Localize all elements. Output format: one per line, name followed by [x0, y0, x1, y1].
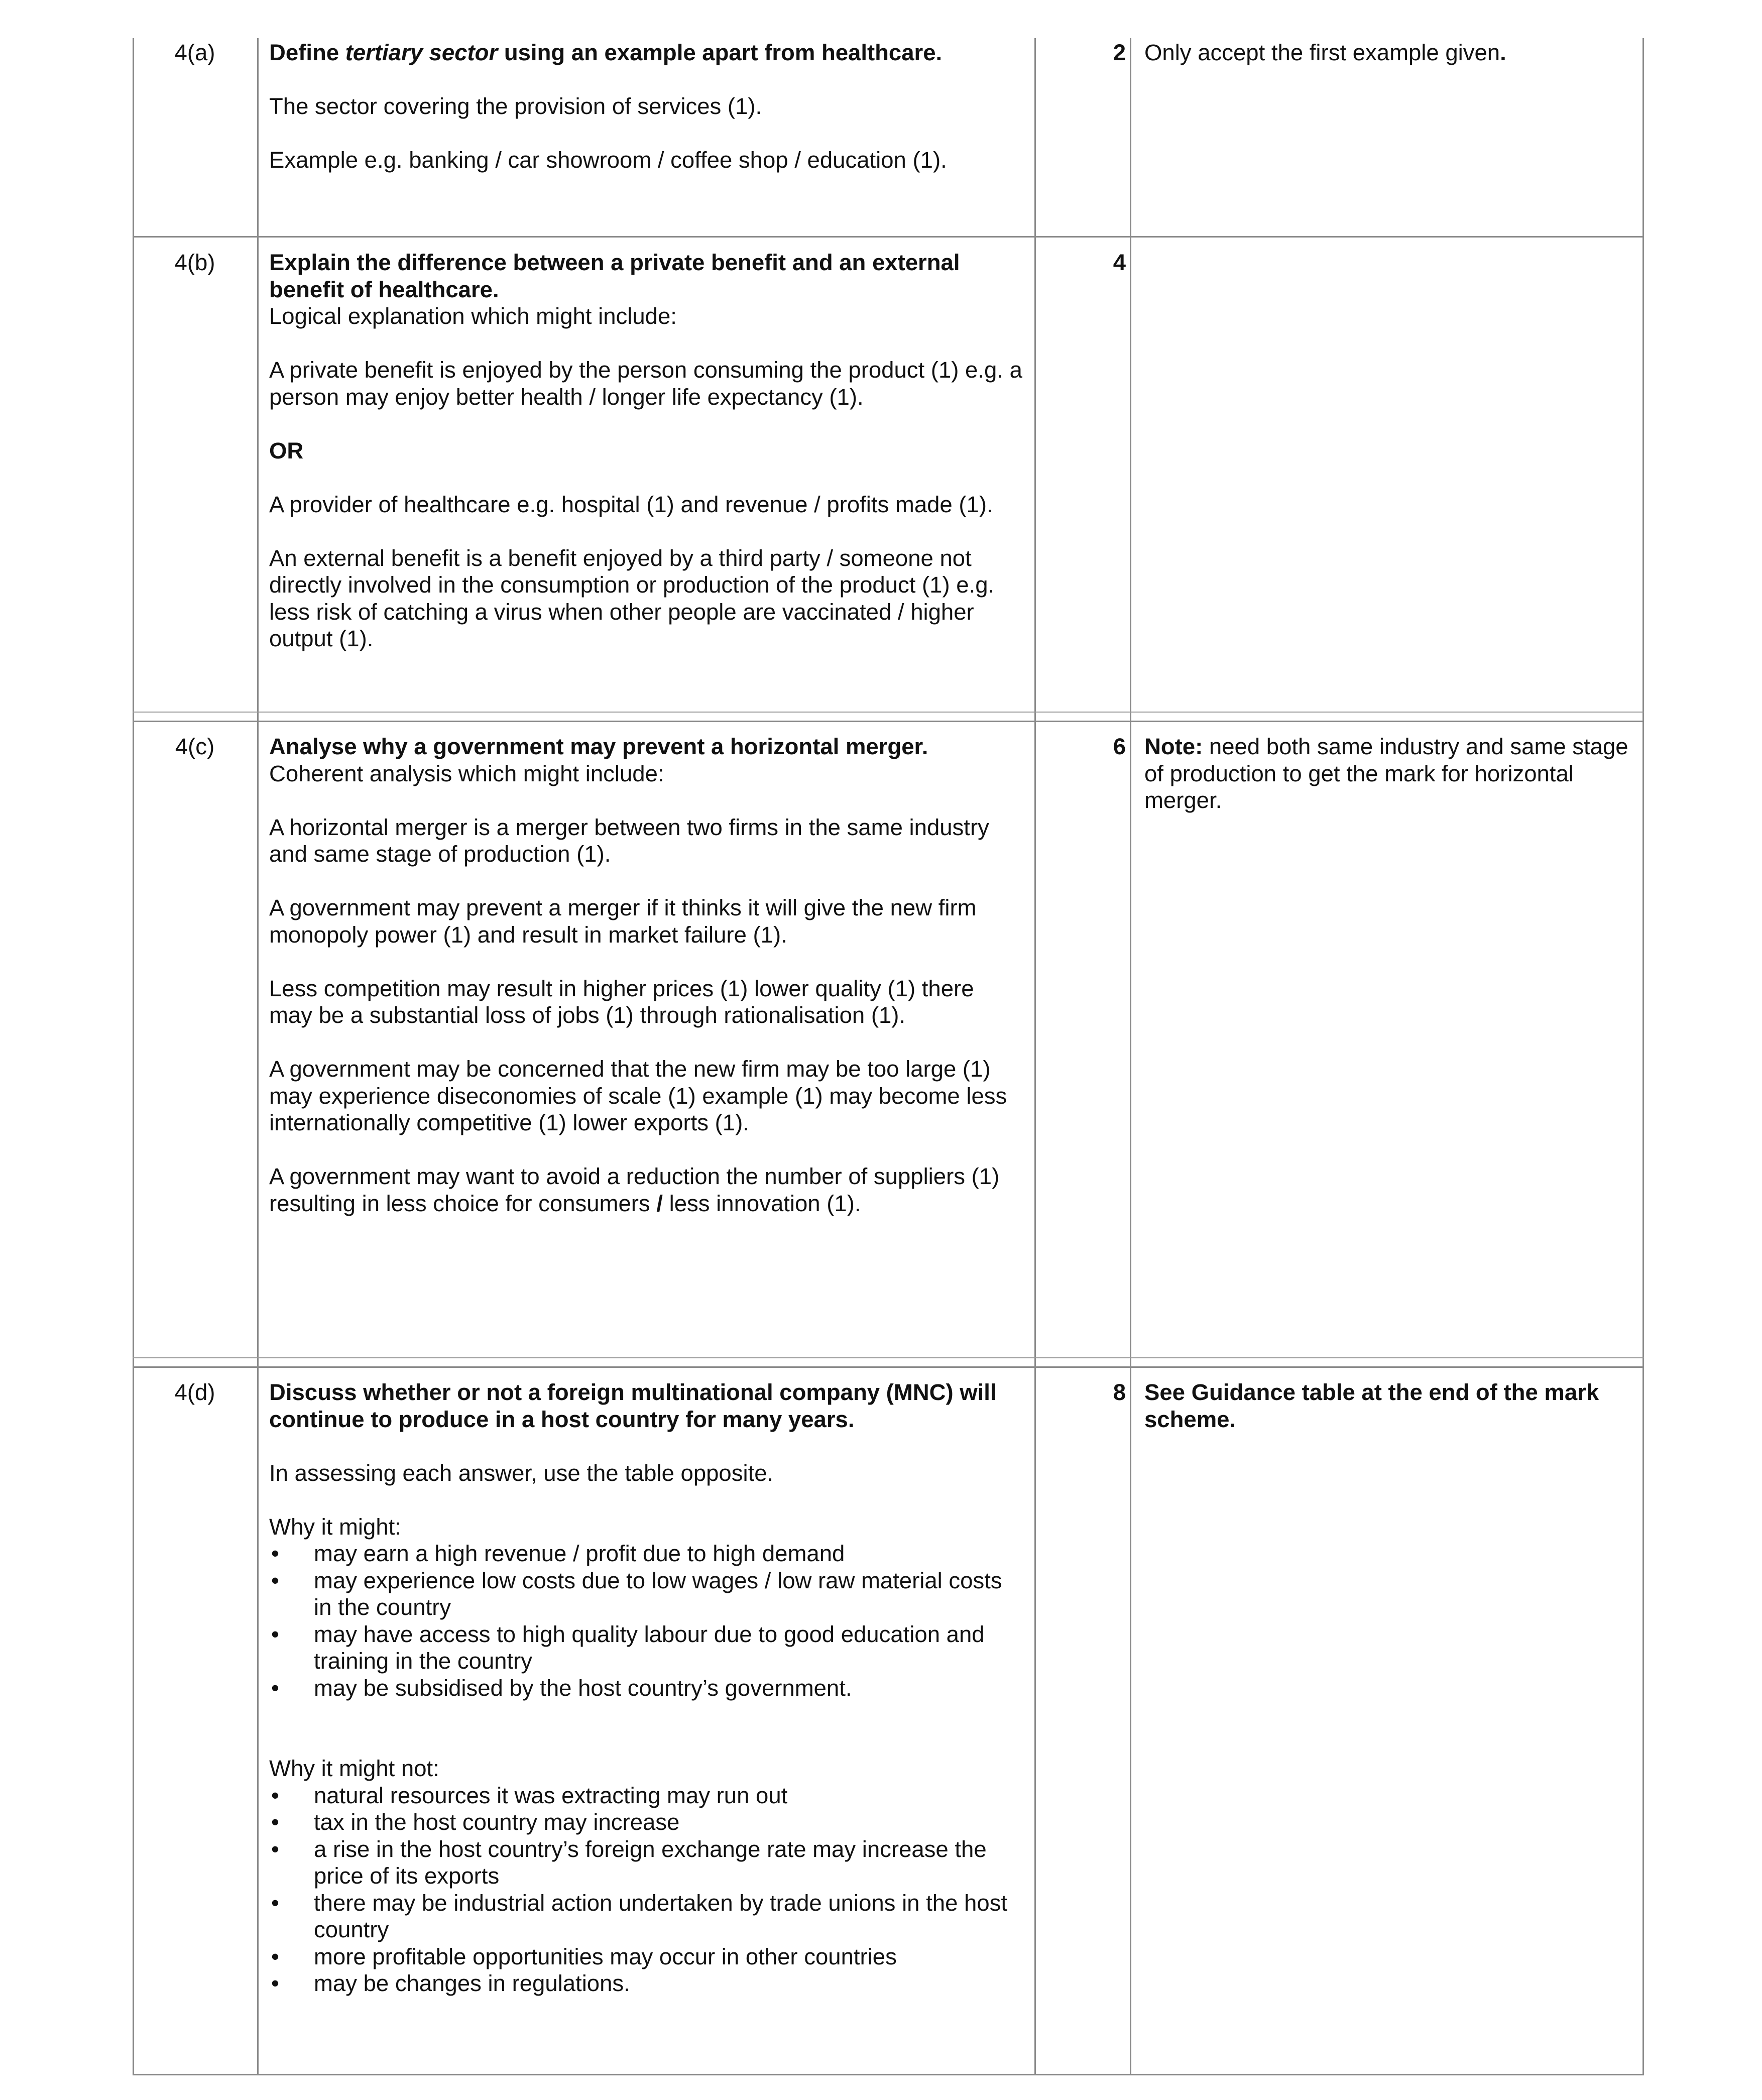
answer-paragraph: A provider of healthcare e.g. hospital (1) and revenue / profits made (1). [269, 491, 993, 517]
guidance-text: Note: need both same industry and same stage of production to get the mark for horizontal merger. [1144, 734, 1628, 813]
why-it-might-not-heading: Why it might not: [269, 1756, 439, 1781]
question-number: 4(b) [174, 250, 215, 275]
table-row-4d [133, 1379, 1644, 2074]
question-number: 4(a) [174, 40, 215, 65]
answer-paragraph: The sector covering the provision of services (1). [269, 93, 762, 119]
answer-paragraph: Example e.g. banking / car showroom / coffee shop / education (1). [269, 147, 947, 173]
key-term: tertiary sector [345, 40, 498, 65]
answer-paragraph: A private benefit is enjoyed by the person consuming the product (1) e.g. a person may enjoy better health / longer life expectancy (1). [269, 357, 1022, 410]
list-item: • there may be industrial action undertaken by trade unions in the host country [269, 1890, 1022, 1943]
question-prompt: Discuss whether or not a foreign multinational company (MNC) will continue to produce in a host country for many years. [269, 1379, 997, 1432]
why-it-might-heading: Why it might: [269, 1513, 401, 1540]
answer-intro: Logical explanation which might include: [269, 303, 677, 329]
why-it-might-not-list [269, 1782, 1022, 1997]
answer-paragraph: A government may be concerned that the new firm may be too large (1) may experience diseconomies of scale (1) example (1) may become less internationally competitive (1) lower exports (1). [269, 1056, 1007, 1135]
question-prompt: Analyse why a government may prevent a horizontal merger. [269, 734, 928, 759]
question-number: 4(d) [174, 1379, 215, 1405]
list-item: • more profitable opportunities may occur in other countries [269, 1943, 1022, 1970]
table-row-4b [133, 249, 1644, 712]
answer-paragraph: A government may want to avoid a reduction the number of suppliers (1) resulting in less choice for consumers / less innovation (1). [269, 1163, 1000, 1216]
question-prompt: Explain the difference between a private benefit and an external benefit of healthcare. [269, 250, 960, 302]
note-label: Note: [1144, 734, 1203, 759]
answer-cell [269, 249, 1022, 652]
row-divider [133, 721, 1644, 722]
assessment-instruction: In assessing each answer, use the table opposite. [269, 1460, 774, 1486]
answer-intro: Coherent analysis which might include: [269, 760, 664, 786]
list-item: • tax in the host country may increase [269, 1809, 1022, 1836]
answer-paragraph: An external benefit is a benefit enjoyed by a third party / someone not directly involved in the consumption or production of the product (1) e.g. less risk of catching a virus when other people are vaccinated / higher output (1). [269, 545, 995, 651]
row-divider [133, 1357, 1644, 1358]
marks-value: 4 [1113, 250, 1126, 275]
answer-cell [269, 733, 1022, 1217]
row-divider [133, 236, 1644, 238]
row-divider [133, 1366, 1644, 1368]
row-divider [133, 712, 1644, 713]
table-row-4a [133, 38, 1644, 236]
answer-or: OR [269, 437, 304, 463]
list-item: • may be subsidised by the host country’s government. [269, 1675, 1022, 1702]
table-border-bottom [133, 2074, 1644, 2075]
list-item: • a rise in the host country’s foreign exchange rate may increase the price of its exports [269, 1836, 1022, 1890]
answer-paragraph: Less competition may result in higher prices (1) lower quality (1) there may be a substantial loss of jobs (1) through rationalisation (1). [269, 975, 974, 1028]
list-item: • may be changes in regulations. [269, 1970, 1022, 1997]
mark-scheme-table [133, 38, 1644, 2075]
guidance-text: Only accept the first example given. [1144, 40, 1506, 65]
answer-paragraph: A horizontal merger is a merger between two firms in the same industry and same stage of production (1). [269, 814, 989, 867]
list-item: • may earn a high revenue / profit due to high demand [269, 1540, 1022, 1567]
question-number: 4(c) [175, 734, 215, 759]
list-item: • may have access to high quality labour due to good education and training in the country [269, 1621, 1022, 1675]
marks-value: 2 [1113, 40, 1126, 65]
list-item: • natural resources it was extracting may run out [269, 1782, 1022, 1809]
answer-cell [269, 1379, 1022, 1997]
answer-cell [269, 39, 1022, 174]
marks-value: 6 [1113, 734, 1126, 759]
guidance-text: See Guidance table at the end of the mark scheme. [1144, 1379, 1599, 1432]
marks-value: 8 [1113, 1379, 1126, 1405]
why-it-might-list [269, 1540, 1022, 1701]
answer-paragraph: A government may prevent a merger if it thinks it will give the new firm monopoly power (1) and result in market failure (1). [269, 895, 977, 948]
list-item: • may experience low costs due to low wages / low raw material costs in the country [269, 1567, 1022, 1621]
question-prompt: Define tertiary sector using an example apart from healthcare. [269, 40, 943, 65]
table-row-4c [133, 733, 1644, 1357]
